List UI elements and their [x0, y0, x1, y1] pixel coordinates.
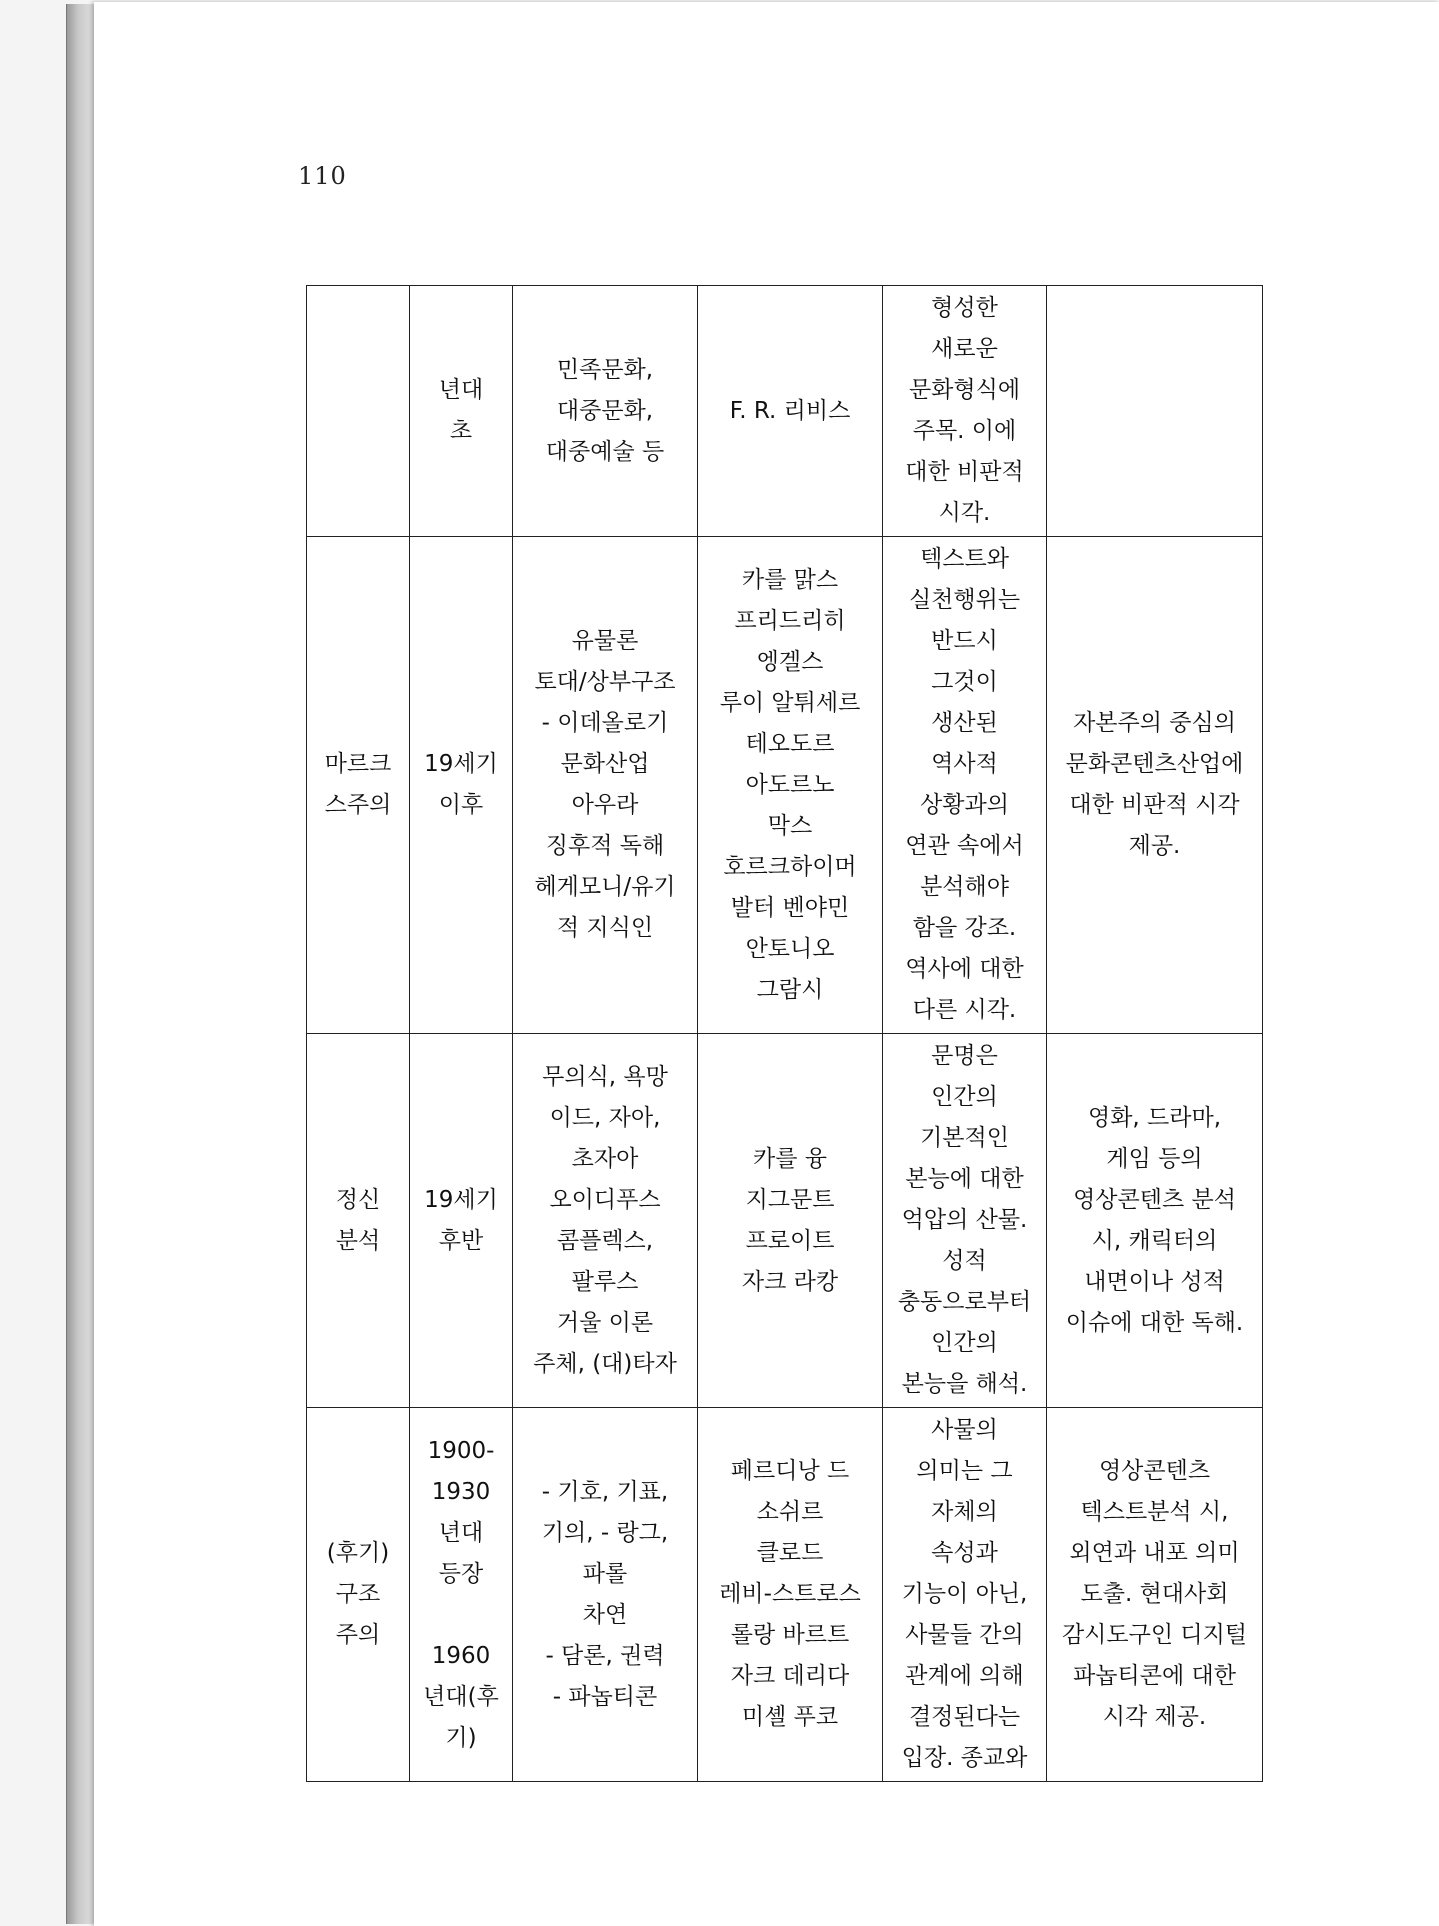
cell-line: - 담론, 권력 [545, 1642, 665, 1669]
cell-line: 텍스트분석 시, [1080, 1499, 1229, 1525]
cell-theory [307, 1408, 410, 1782]
cell-theory [307, 537, 410, 1034]
cell-line: 사물들 간의 [905, 1622, 1024, 1648]
cell-line: 대중예술 등 [545, 438, 665, 465]
cell-line: 년대 [438, 377, 484, 403]
cell-line: 영화, 드라마, [1087, 1104, 1222, 1131]
cell-line: 상황과의 [920, 792, 1009, 818]
cell-period [410, 286, 513, 537]
cell-line: 헤게모니/유기 [534, 874, 676, 900]
cell-line: 프로이트 [745, 1227, 835, 1254]
cell-line: 파놉티콘에 대한 [1073, 1663, 1236, 1689]
cell-line: 파롤 [582, 1560, 628, 1587]
cell-line: 인간의 [931, 1330, 998, 1356]
cell-line: 적 지식인 [556, 915, 654, 941]
cell-line [414, 1595, 508, 1636]
table-row [307, 537, 1263, 1034]
cell-line: 토대/상부구조 [534, 669, 676, 695]
cell-line: 이후 [438, 792, 484, 818]
cell-line: 레비-스트로스 [719, 1581, 861, 1607]
cell-line: 정신 [335, 1186, 381, 1213]
cell-line: 안토니오 [745, 935, 835, 962]
cell-line: 입장. 종교와 [901, 1745, 1028, 1771]
cell-line: 19세기 [424, 751, 498, 777]
cell-line: 게임 등의 [1106, 1145, 1203, 1172]
cell-line: 기능이 아닌, [901, 1581, 1028, 1607]
cell-line: 초자아 [571, 1145, 639, 1172]
cell-line: 역사적 [931, 751, 998, 777]
book-page-edge [66, 4, 95, 1924]
cell-line: 외연과 내포 의미 [1069, 1540, 1240, 1566]
cell-application [1047, 286, 1263, 537]
table-row [307, 286, 1263, 537]
cell-line: 후반 [438, 1227, 484, 1254]
cell-thinkers [698, 1408, 883, 1782]
cell-line: 유물론 [571, 628, 639, 654]
cell-line: 함을 강조. [912, 915, 1017, 941]
cell-line: 이슈에 대한 독해. [1065, 1309, 1244, 1336]
cell-line: 테오도르 [745, 730, 835, 757]
cell-line: 1960 [431, 1642, 491, 1669]
cell-line: 1900- [427, 1437, 495, 1464]
cell-line: 호르크하이머 [723, 853, 857, 880]
cell-line: 내면이나 성적 [1084, 1268, 1225, 1295]
cell-line: (후기) [326, 1540, 390, 1566]
cell-line: 본능에 대한 [905, 1166, 1024, 1192]
cell-perspective [883, 286, 1047, 537]
cell-line: 스주의 [324, 792, 392, 818]
cell-line: 루이 알튀세르 [719, 689, 861, 716]
cell-line: 클로드 [756, 1540, 824, 1566]
cell-line: 소쉬르 [756, 1499, 824, 1525]
cell-concepts [513, 1034, 698, 1408]
cell-line: 시각. [938, 500, 991, 526]
cell-line: 생산된 [931, 710, 998, 736]
cell-line: 콤플렉스, [556, 1227, 654, 1254]
cell-perspective [883, 1034, 1047, 1408]
cell-line: 카를 융 [753, 1145, 827, 1172]
cell-line: 그람시 [756, 976, 824, 1003]
cell-line: 새로운 [931, 336, 998, 362]
cell-line: 대중문화, [556, 397, 654, 424]
cell-line: 결정된다는 [908, 1704, 1021, 1730]
cell-line: 문화콘텐츠산업에 [1065, 751, 1244, 777]
cell-application [1047, 537, 1263, 1034]
page-number: 110 [298, 162, 347, 190]
cell-line: 19세기 [424, 1186, 498, 1213]
cell-concepts [513, 1408, 698, 1782]
cell-line: 시각 제공. [1102, 1704, 1207, 1730]
cell-line: - 이데올로기 [541, 710, 669, 736]
cell-line: 성적 [942, 1248, 987, 1274]
cell-line: 시, 캐릭터의 [1091, 1227, 1218, 1254]
cell-concepts [513, 286, 698, 537]
cell-line: 페르디낭 드 [730, 1458, 850, 1484]
table-row [307, 1034, 1263, 1408]
cell-line: 팔루스 [571, 1268, 639, 1295]
cell-line: 차연 [582, 1601, 628, 1628]
cell-line: 아우라 [571, 792, 639, 818]
document-page [94, 2, 1439, 1926]
cell-line: 자본주의 중심의 [1073, 710, 1236, 736]
cell-line: 영상콘텐츠 [1098, 1458, 1211, 1484]
cell-application [1047, 1034, 1263, 1408]
cell-line: 1930 [431, 1478, 491, 1505]
cell-line: 사물의 [931, 1417, 998, 1443]
cell-line: 프리드리히 [734, 607, 846, 634]
cell-line: 텍스트와 [920, 546, 1009, 572]
cell-line: 발터 벤야민 [730, 894, 850, 921]
cell-line: 기의, - 랑그, [541, 1519, 669, 1546]
cell-line: 분석 [335, 1227, 381, 1254]
cell-period [410, 1034, 513, 1408]
cell-line: 등장 [438, 1560, 484, 1587]
cell-theory [307, 286, 410, 537]
cell-line: 본능을 해석. [901, 1371, 1028, 1397]
cell-line: 기) [445, 1724, 477, 1751]
theory-table [306, 285, 1263, 1782]
cell-line: 년대 [438, 1519, 484, 1546]
cell-line: - 파놉티콘 [552, 1683, 658, 1710]
cell-line: 지그문트 [745, 1186, 835, 1213]
cell-perspective [883, 1408, 1047, 1782]
cell-line: 막스 [767, 812, 813, 839]
cell-line: 징후적 독해 [545, 833, 665, 859]
cell-line: 다른 시각. [912, 997, 1017, 1023]
cell-line: 인간의 [931, 1084, 998, 1110]
cell-line: 거울 이론 [556, 1309, 654, 1336]
cell-line: 의미는 그 [916, 1458, 1013, 1484]
cell-line: 무의식, 욕망 [542, 1063, 668, 1090]
table-body [307, 286, 1263, 1782]
cell-theory [307, 1034, 410, 1408]
cell-line: 실천행위는 [908, 587, 1021, 613]
cell-line: 주의 [335, 1622, 381, 1648]
cell-line: 역사에 대한 [905, 956, 1024, 982]
cell-period [410, 537, 513, 1034]
cell-perspective [883, 537, 1047, 1034]
cell-period [410, 1408, 513, 1782]
cell-line: 주체, (대)타자 [533, 1350, 677, 1377]
cell-line: 기본적인 [920, 1125, 1009, 1151]
cell-line: 마르크 [324, 751, 392, 777]
cell-line: 영상콘텐츠 분석 [1073, 1186, 1236, 1213]
cell-line: 오이디푸스 [549, 1186, 661, 1213]
cell-line: 관계에 의해 [905, 1663, 1024, 1689]
cell-line: 자크 라캉 [741, 1268, 839, 1295]
cell-line: 주목. 이에 [912, 418, 1017, 444]
cell-thinkers [698, 537, 883, 1034]
cell-line: 엥겔스 [756, 648, 824, 675]
cell-line: 민족문화, [556, 356, 654, 383]
cell-line: 분석해야 [920, 874, 1009, 900]
cell-line: 아도르노 [745, 771, 835, 798]
cell-line: 문명은 [931, 1043, 998, 1069]
cell-line: 롤랑 바르트 [730, 1622, 850, 1648]
cell-application [1047, 1408, 1263, 1782]
cell-line: 년대(후 [423, 1683, 499, 1710]
cell-line: 이드, 자아, [549, 1104, 661, 1131]
cell-line: 초 [449, 418, 473, 444]
cell-line: 제공. [1128, 833, 1181, 859]
cell-line: 그것이 [931, 669, 998, 695]
cell-line: 자체의 [931, 1499, 998, 1525]
cell-line: F. R. 리비스 [729, 397, 851, 424]
cell-line: 카를 맑스 [741, 566, 839, 593]
cell-line: 형성한 [931, 295, 998, 321]
cell-line: 구조 [335, 1581, 381, 1607]
cell-line: 억압의 산물. [901, 1207, 1028, 1233]
cell-thinkers [698, 1034, 883, 1408]
cell-line: 문화형식에 [908, 377, 1021, 403]
table-row [307, 1408, 1263, 1782]
cell-line: 대한 비판적 [905, 459, 1024, 485]
cell-line: 연관 속에서 [905, 833, 1024, 859]
cell-line: 충동으로부터 [897, 1289, 1032, 1315]
cell-line: 문화산업 [560, 751, 650, 777]
cell-thinkers [698, 286, 883, 537]
cell-line: 대한 비판적 시각 [1069, 792, 1240, 818]
cell-line: 자크 데리다 [730, 1663, 850, 1689]
cell-line: 감시도구인 디지털 [1061, 1622, 1248, 1648]
cell-line: 미셸 푸코 [741, 1704, 839, 1730]
cell-line: - 기호, 기표, [541, 1478, 669, 1505]
cell-line: 속성과 [931, 1540, 998, 1566]
cell-concepts [513, 537, 698, 1034]
cell-line: 도출. 현대사회 [1080, 1581, 1229, 1607]
cell-line: 반드시 [931, 628, 998, 654]
